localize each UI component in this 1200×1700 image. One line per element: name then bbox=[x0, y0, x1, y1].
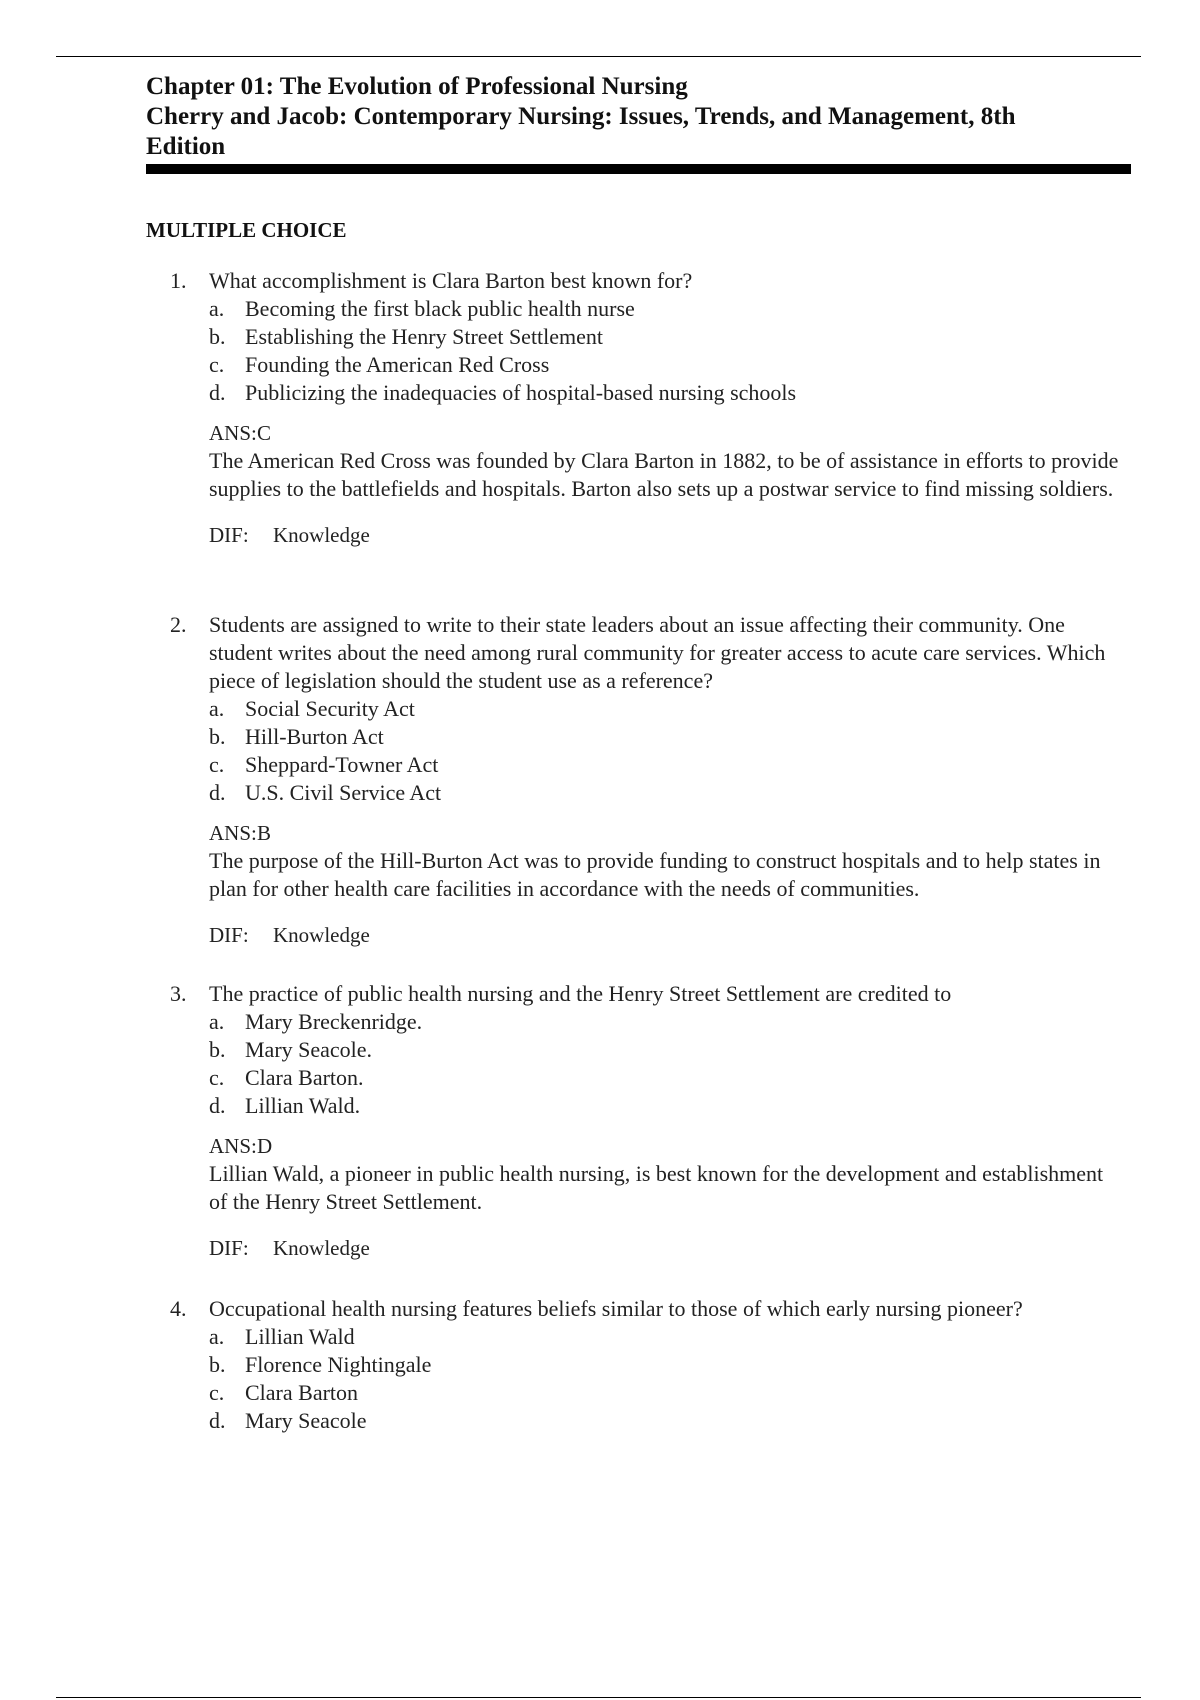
option-d: d. U.S. Civil Service Act bbox=[209, 780, 442, 805]
answer-block bbox=[209, 419, 1120, 549]
rationale: The purpose of the Hill-Burton Act was to provide funding to construct hospitals and to help states in plan for other health care facilities in accordance with the needs of communities. bbox=[209, 848, 1101, 901]
option-d: d. Lillian Wald. bbox=[209, 1093, 361, 1118]
option-a: a. Mary Breckenridge. bbox=[209, 1009, 423, 1034]
book-title-line1: Cherry and Jacob: Contemporary Nursing: Issues, Trends, and Management, 8th bbox=[146, 103, 1016, 130]
option-d: d. Mary Seacole bbox=[209, 1408, 367, 1433]
option-a: a. Becoming the first black public health nurse bbox=[209, 296, 635, 321]
option-b: b. Mary Seacole. bbox=[209, 1037, 373, 1062]
answer-block bbox=[209, 819, 1120, 949]
answer-value: D bbox=[257, 1134, 273, 1158]
chapter-title: Chapter 01: The Evolution of Professional Nursing bbox=[146, 73, 688, 100]
top-rule bbox=[56, 56, 1141, 57]
header-bar bbox=[146, 164, 1131, 174]
difficulty-value: Knowledge bbox=[273, 523, 370, 547]
rationale: Lillian Wald, a pioneer in public health nursing, is best known for the development and establishment of the Henry Street Settlement. bbox=[209, 1161, 1104, 1214]
option-d: d. Publicizing the inadequacies of hospital-based nursing schools bbox=[209, 380, 797, 405]
option-b: b. Establishing the Henry Street Settlement bbox=[209, 324, 604, 349]
answer-value: C bbox=[257, 421, 272, 445]
question-number: 1. bbox=[170, 268, 187, 293]
option-a: a. Lillian Wald bbox=[209, 1324, 355, 1349]
question-number: 4. bbox=[170, 1296, 187, 1321]
difficulty-value: Knowledge bbox=[273, 923, 370, 947]
question-1 bbox=[170, 267, 1120, 549]
option-c: c. Sheppard-Towner Act bbox=[209, 752, 439, 777]
section-title: MULTIPLE CHOICE bbox=[146, 218, 347, 242]
option-c: c. Clara Barton bbox=[209, 1380, 359, 1405]
difficulty-line: DIF: Knowledge bbox=[209, 923, 370, 947]
options-list bbox=[209, 295, 1120, 407]
answer-line: ANS: C bbox=[209, 421, 272, 445]
option-b: b. Hill-Burton Act bbox=[209, 724, 384, 749]
question-stem: Occupational health nursing features beliefs similar to those of which early nursing pioneer? bbox=[209, 1296, 1023, 1321]
options-list bbox=[209, 1008, 1120, 1120]
question-3 bbox=[170, 980, 1120, 1262]
book-title-line2: Edition bbox=[146, 133, 226, 160]
difficulty-line: DIF: Knowledge bbox=[209, 523, 370, 547]
question-number: 3. bbox=[170, 981, 187, 1006]
answer-line: ANS: D bbox=[209, 1134, 273, 1158]
question-number: 2. bbox=[170, 612, 187, 637]
option-c: c. Clara Barton. bbox=[209, 1065, 364, 1090]
answer-line: ANS: B bbox=[209, 821, 272, 845]
question-2 bbox=[170, 611, 1120, 949]
answer-value: B bbox=[257, 821, 272, 845]
options-list bbox=[209, 1323, 1120, 1435]
difficulty-line: DIF: Knowledge bbox=[209, 1236, 370, 1260]
question-4 bbox=[170, 1295, 1120, 1435]
bottom-rule bbox=[56, 1697, 1141, 1698]
rationale: The American Red Cross was founded by Clara Barton in 1882, to be of assistance in efforts to provide supplies to the battlefields and hospitals. Barton also sets up a postwar service to find missing soldiers. bbox=[209, 448, 1119, 501]
question-stem: What accomplishment is Clara Barton best known for? bbox=[209, 268, 693, 293]
option-a: a. Social Security Act bbox=[209, 696, 415, 721]
answer-block bbox=[209, 1132, 1120, 1262]
difficulty-value: Knowledge bbox=[273, 1236, 370, 1260]
option-b: b. Florence Nightingale bbox=[209, 1352, 432, 1377]
document-header bbox=[146, 72, 1136, 162]
question-stem: The practice of public health nursing and the Henry Street Settlement are credited to bbox=[209, 981, 952, 1006]
option-c: c. Founding the American Red Cross bbox=[209, 352, 550, 377]
options-list bbox=[209, 695, 1120, 807]
question-stem: Students are assigned to write to their state leaders about an issue affecting their community. One student writes about the need among rural community for greater access to acute care services. Which piece of legislation should the student use as a reference? bbox=[209, 612, 1106, 693]
